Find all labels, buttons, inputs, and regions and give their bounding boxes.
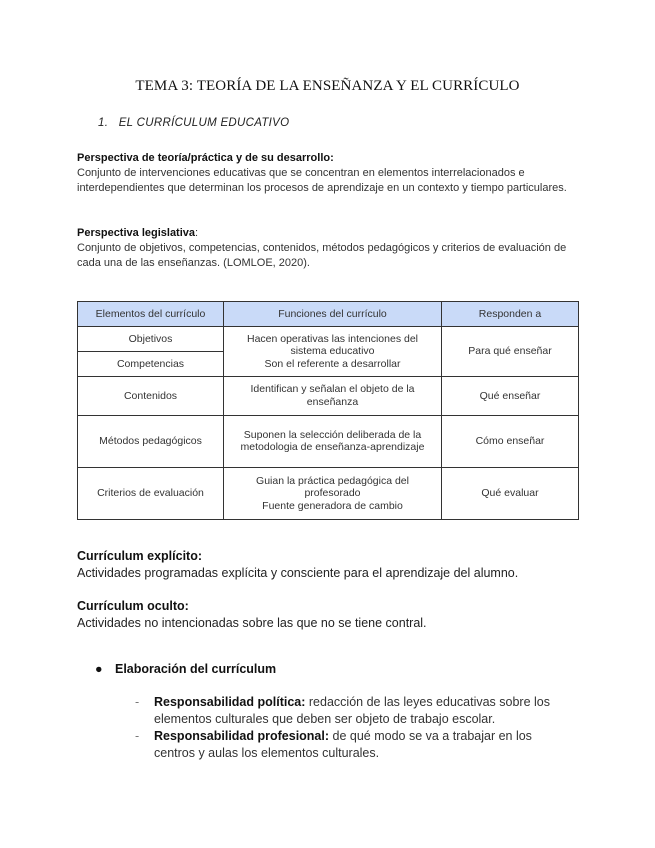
table-cell-element: Métodos pedagógicos — [78, 415, 224, 467]
section-label: EL CURRÍCULUM EDUCATIVO — [118, 117, 290, 129]
table-cell-function — [224, 327, 442, 377]
function-text: Guian la práctica pedagógica del profesorado — [256, 474, 409, 500]
table-header-row — [78, 302, 579, 327]
table-cell-element: Competencias — [78, 352, 224, 377]
table-cell-function: Identifican y señalan el objeto de la enseñanza — [224, 377, 442, 415]
table-cell-element: Contenidos — [78, 377, 224, 415]
table-cell-answer: Cómo enseñar — [442, 415, 579, 467]
perspective-colon: : — [195, 227, 199, 239]
table-cell-answer: Para qué enseñar — [442, 327, 579, 377]
subitem-desc: redacción de las leyes educativas sobre los elementos culturales que deben ser objeto de trabajo escolar. — [154, 695, 551, 726]
curriculum-type-label: Currículum explícito: — [77, 549, 203, 563]
dash-icon: - — [135, 729, 140, 743]
table-cell-answer: Qué evaluar — [442, 467, 579, 519]
subitem-political — [135, 694, 575, 728]
table-row — [78, 467, 579, 519]
curriculum-hidden — [77, 598, 597, 632]
perspective-theory-practice — [77, 151, 577, 196]
bullet-icon: ● — [95, 662, 103, 676]
subitem-desc: de qué modo se va a trabajar en los centros y aulas los elementos culturales. — [154, 729, 532, 760]
table-cell-function — [224, 467, 442, 519]
table-header-cell: Responden a — [442, 302, 579, 327]
subitem-label: Responsabilidad política: — [154, 695, 306, 709]
table-cell-answer: Qué enseñar — [442, 377, 579, 415]
section-number: 1. — [98, 117, 109, 129]
document-title: TEMA 3: TEORÍA DE LA ENSEÑANZA Y EL CURRÍCULO — [135, 78, 520, 94]
table-header-cell: Elementos del currículo — [78, 302, 224, 327]
curriculum-type-text: Actividades programadas explícita y consciente para el aprendizaje del alumno. — [77, 566, 519, 580]
table-cell-element: Objetivos — [78, 327, 224, 352]
bullet-label: Elaboración del currículum — [115, 662, 277, 676]
function-text: Fuente generadora de cambio — [262, 499, 403, 512]
curriculum-elements-table — [77, 301, 579, 520]
perspective-text: Conjunto de intervenciones educativas que se concentran en elementos interrelacionados e interdependientes que determinan los procesos de aprendizaje en un contexto y tiempo particulares. — [77, 167, 567, 194]
table-row — [78, 327, 579, 352]
table-row — [78, 377, 579, 415]
table-cell-element: Criterios de evaluación — [78, 467, 224, 519]
subitem-label: Responsabilidad profesional: — [154, 729, 330, 743]
function-text: Hacen operativas las intenciones del sistema educativo — [246, 332, 419, 358]
table-row — [78, 415, 579, 467]
table-header-cell: Funciones del currículo — [224, 302, 442, 327]
perspective-legislative — [77, 226, 577, 271]
curriculum-type-text: Actividades no intencionadas sobre las que no se tiene contral. — [77, 616, 427, 630]
perspective-text: Conjunto de objetivos, competencias, contenidos, métodos pedagógicos y criterios de evaluación de cada una de las enseñanzas. (LOMLOE, 2020). — [77, 242, 567, 269]
subitem-text — [154, 728, 575, 762]
subitem-professional — [135, 728, 575, 762]
subitem-text — [154, 694, 575, 728]
curriculum-type-label: Currículum oculto: — [77, 599, 189, 613]
dash-icon: - — [135, 695, 140, 709]
bullet-item — [95, 662, 276, 676]
perspective-label: Perspectiva de teoría/práctica y de su desarrollo: — [77, 152, 334, 164]
perspective-label: Perspectiva legislativa — [77, 227, 196, 239]
function-text: Son el referente a desarrollar — [264, 357, 401, 370]
table-cell-function: Suponen la selección deliberada de la metodologia de enseñanza-aprendizaje — [224, 415, 442, 467]
curriculum-explicit — [77, 548, 597, 582]
section-heading — [98, 117, 289, 129]
